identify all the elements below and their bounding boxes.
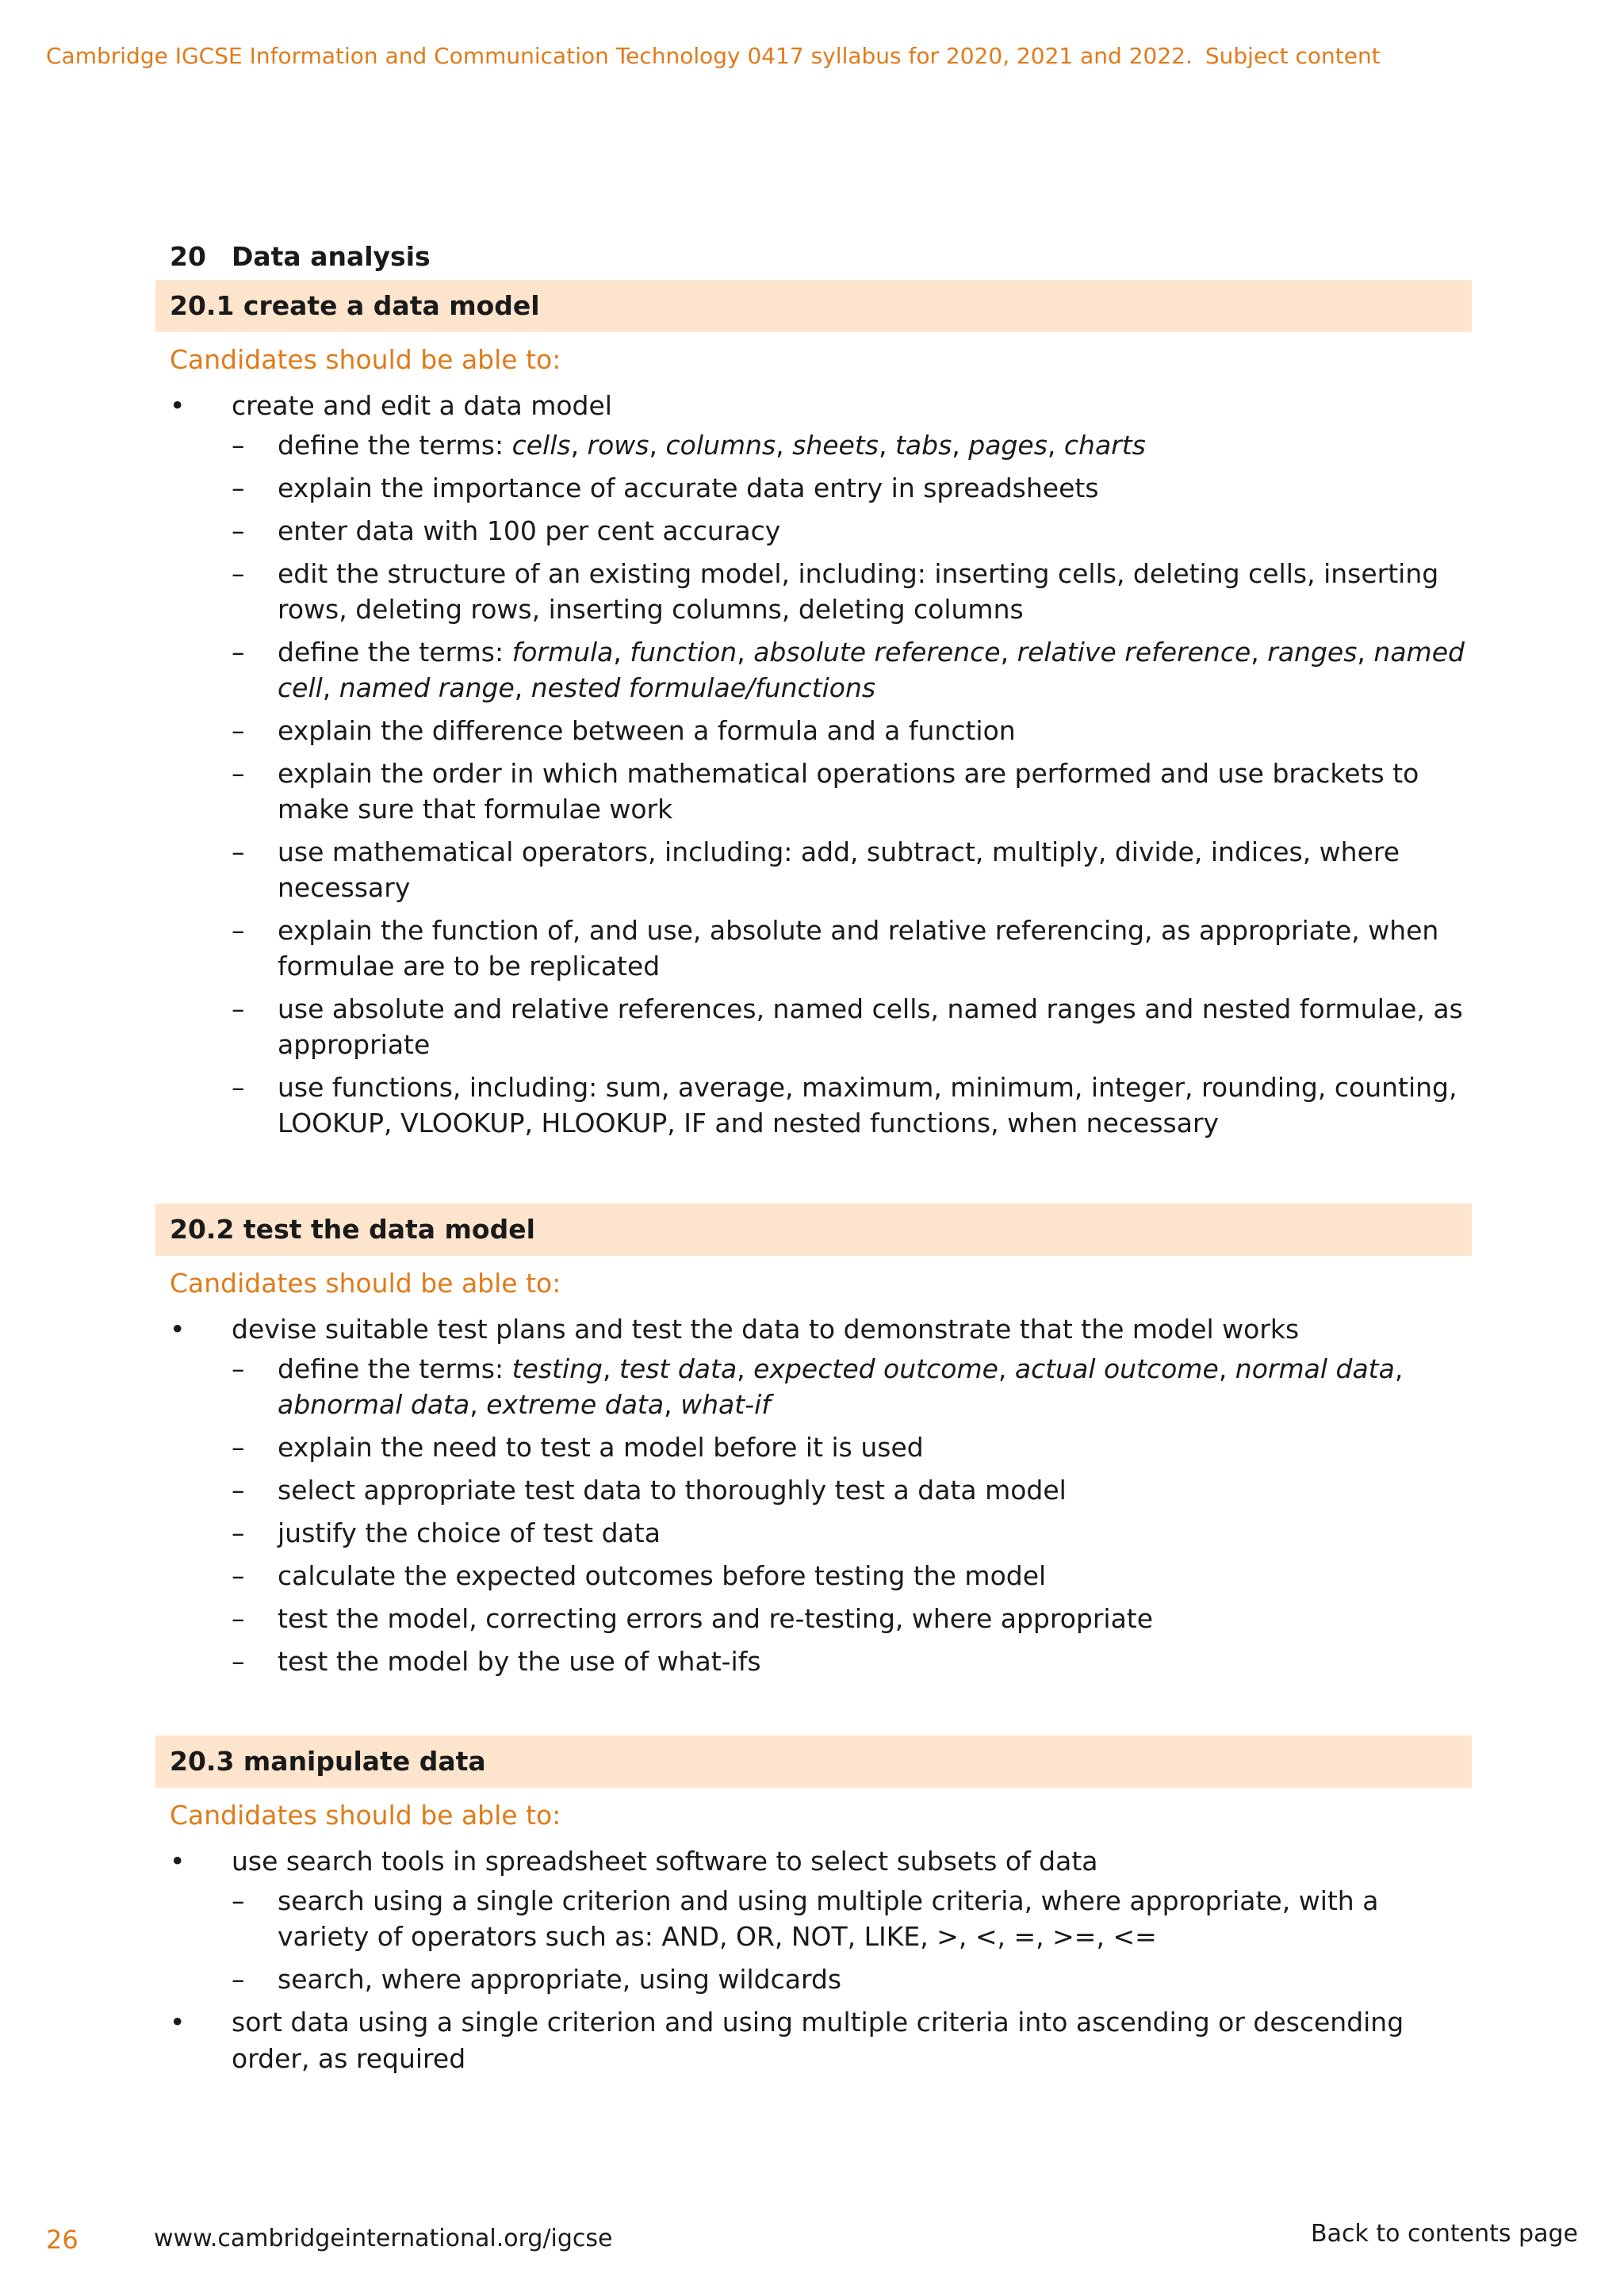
dash-icon: – [232, 1560, 245, 1591]
dash-icon: – [232, 1964, 245, 1995]
dash-icon: – [232, 1646, 245, 1677]
bullet-text: use search tools in spreadsheet software to select subsets of data [232, 1846, 1098, 1877]
dash-icon: – [232, 993, 245, 1024]
dash-item [232, 1351, 1472, 1422]
dash-item [232, 427, 1472, 463]
candidates-intro: Candidates should be able to: [170, 1800, 561, 1831]
dash-item [232, 713, 1472, 748]
dash-text: explain the function of, and use, absolute and relative referencing, as appropriate, when formulae are to be replicated [278, 915, 1439, 982]
dash-item [232, 470, 1472, 506]
dash-text: search, where appropriate, using wildcards [278, 1964, 842, 1995]
dash-item [232, 1961, 1472, 1997]
dash-text: select appropriate test data to thoroughly test a data model [278, 1475, 1067, 1506]
running-header [46, 43, 1381, 69]
bullet-icon: • [170, 390, 186, 421]
dash-text: define the terms: cells, rows, columns, sheets, tabs, pages, charts [278, 430, 1146, 461]
dash-text: explain the order in which mathematical operations are performed and use brackets to make sure that formulae work [278, 758, 1419, 825]
dash-item [232, 556, 1472, 627]
dash-icon: – [232, 1885, 245, 1916]
dash-text: justify the choice of test data [278, 1517, 661, 1548]
dash-text: test the model by the use of what-ifs [278, 1646, 761, 1677]
dash-text: use functions, including: sum, average, maximum, minimum, integer, rounding, counting, LOOKUP, VLOOKUP, HLOOKUP, IF and nested functions, when necessary [278, 1072, 1457, 1138]
subsection-heading: 20.1 create a data model [155, 280, 1472, 332]
bullet-text: devise suitable test plans and test the data to demonstrate that the model works [232, 1314, 1300, 1345]
subsection [155, 1203, 1472, 1679]
dash-text: explain the need to test a model before it is used [278, 1432, 924, 1463]
bullet-list [155, 1311, 1472, 1679]
dash-list [232, 1883, 1472, 1997]
dash-icon: – [232, 1072, 245, 1103]
dash-icon: – [232, 1603, 245, 1634]
dash-icon: – [232, 715, 245, 746]
bullet-item [155, 388, 1472, 1141]
dash-text: use absolute and relative references, named cells, named ranges and nested formulae, as appropriate [278, 993, 1463, 1060]
dash-text: enter data with 100 per cent accuracy [278, 515, 781, 546]
back-to-contents-link[interactable]: Back to contents page [1311, 2220, 1578, 2248]
dash-list [232, 427, 1472, 1141]
dash-item [232, 1601, 1472, 1636]
subsection-heading: 20.2 test the data model [155, 1203, 1472, 1256]
dash-text: calculate the expected outcomes before testing the model [278, 1560, 1047, 1591]
subsection [155, 280, 1472, 1141]
dash-item [232, 756, 1472, 827]
dash-icon: – [232, 1517, 245, 1548]
bullet-icon: • [170, 1846, 186, 1877]
bullet-icon: • [170, 2007, 186, 2038]
dash-item [232, 1515, 1472, 1551]
dash-text: define the terms: testing, test data, expected outcome, actual outcome, normal data, abnormal data, extreme data, what-if [278, 1353, 1404, 1420]
dash-item [232, 1070, 1472, 1141]
dash-icon: – [232, 558, 245, 589]
dash-item [232, 1472, 1472, 1508]
dash-item [232, 513, 1472, 549]
dash-icon: – [232, 758, 245, 789]
dash-item [232, 913, 1472, 984]
dash-item [232, 1644, 1472, 1679]
dash-text: search using a single criterion and using multiple criteria, where appropriate, with a variety of operators such as: AND, OR, NOT, LIKE, >, <, =, >=, <= [278, 1885, 1379, 1952]
dash-icon: – [232, 1432, 245, 1463]
dash-text: edit the structure of an existing model, including: inserting cells, deleting cells, inserting rows, deleting rows, inserting columns, deleting columns [278, 558, 1439, 625]
bullet-text: sort data using a single criterion and using multiple criteria into ascending or descending order, as required [232, 2007, 1404, 2074]
dash-icon: – [232, 1353, 245, 1384]
section-number: 20 [170, 241, 206, 272]
dash-item [232, 634, 1472, 706]
dash-icon: – [232, 637, 245, 668]
section-spacer [155, 1686, 1472, 1735]
dash-text: explain the difference between a formula and a function [278, 715, 1016, 746]
dash-icon: – [232, 515, 245, 546]
dash-icon: – [232, 915, 245, 946]
running-header-section: Subject content [1205, 43, 1381, 69]
dash-icon: – [232, 473, 245, 503]
dash-item [232, 834, 1472, 905]
bullet-list [155, 1843, 1472, 2077]
page-content [155, 241, 1472, 2084]
bullet-text: create and edit a data model [232, 390, 612, 421]
subsection-heading: 20.3 manipulate data [155, 1735, 1472, 1788]
bullet-list [155, 388, 1472, 1141]
subsection [155, 1735, 1472, 2077]
section-title [170, 241, 1472, 272]
subsections [155, 280, 1472, 2077]
dash-item [232, 991, 1472, 1062]
dash-icon: – [232, 1475, 245, 1506]
bullet-item [155, 1311, 1472, 1679]
dash-item [232, 1558, 1472, 1594]
dash-icon: – [232, 430, 245, 461]
bullet-icon: • [170, 1314, 186, 1345]
bullet-item [155, 2004, 1472, 2077]
dash-text: define the terms: formula, function, absolute reference, relative reference, ranges, named cell, named range, nested formulae/functions [278, 637, 1465, 703]
dash-list [232, 1351, 1472, 1679]
dash-text: test the model, correcting errors and re-testing, where appropriate [278, 1603, 1154, 1634]
footer-url-link[interactable]: www.cambridgeinternational.org/igcse [154, 2225, 613, 2252]
dash-text: explain the importance of accurate data entry in spreadsheets [278, 473, 1099, 503]
candidates-intro: Candidates should be able to: [170, 344, 561, 375]
dash-item [232, 1429, 1472, 1465]
dash-item [232, 1883, 1472, 1954]
dash-icon: – [232, 836, 245, 867]
section-spacer [155, 1148, 1472, 1203]
dash-text: use mathematical operators, including: add, subtract, multiply, divide, indices, where necessary [278, 836, 1400, 903]
running-header-title: Cambridge IGCSE Information and Communication Technology 0417 syllabus for 2020, 2021 and 2022. [46, 43, 1193, 69]
section-name: Data analysis [232, 241, 431, 272]
candidates-intro: Candidates should be able to: [170, 1268, 561, 1299]
bullet-item [155, 1843, 1472, 1997]
page-number: 26 [46, 2225, 79, 2255]
